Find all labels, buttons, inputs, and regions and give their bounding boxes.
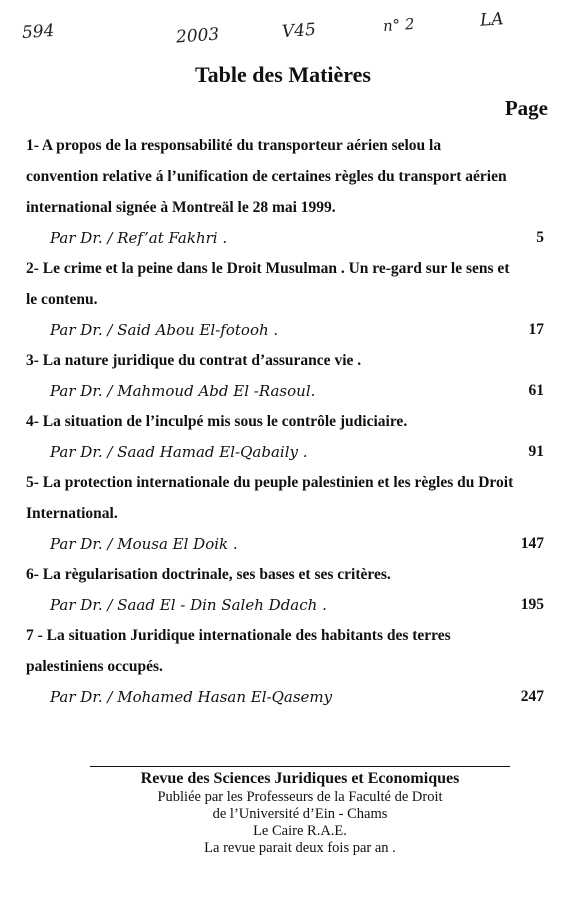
entry-author: Par Dr. / Mahmoud Abd El -Rasoul.: [50, 382, 316, 400]
entry-page-number: 195: [520, 596, 544, 613]
entry-page-number: 91: [528, 443, 544, 460]
table-of-contents: [26, 130, 546, 712]
footer-divider: [90, 766, 510, 767]
location-line: Le Caire R.A.E.: [253, 823, 347, 839]
author-line: [26, 682, 546, 712]
page-title: Table des Matières: [195, 62, 371, 87]
author-line: [26, 529, 546, 559]
entry-author: Par Dr. / Saad Hamad El-Qabaily .: [50, 443, 308, 461]
entry-author: Par Dr. / Mohamed Hasan El-Qasemy: [50, 688, 333, 706]
entry-title: 5- La protection internationale du peuple palestinien et les règles du Droit International.: [26, 474, 514, 522]
author-line: [26, 437, 546, 467]
entry-author: Par Dr. / Said Abou El-fotooh .: [50, 321, 279, 339]
entry-title: 1- A propos de la responsabilité du transporteur aérien selou la convention relative á l’unification de certaines règles du transport aérien international signée à Montreäl le 28 mai 1999.: [26, 137, 507, 216]
toc-entry: [26, 345, 546, 406]
entry-page-number: 5: [536, 229, 544, 246]
handwritten-note-2: 2003: [175, 24, 220, 48]
handwritten-note-1: 594: [21, 20, 56, 44]
author-line: [26, 376, 546, 406]
author-line: [26, 590, 546, 620]
entry-title: 3- La nature juridique du contrat d’assurance vie .: [26, 352, 362, 369]
journal-footer: [60, 766, 540, 857]
toc-entry: [26, 467, 546, 559]
toc-entry: [26, 130, 546, 253]
handwritten-note-3: V45: [281, 19, 317, 43]
entry-page-number: 61: [528, 382, 544, 399]
toc-entry: [26, 406, 546, 467]
toc-entry: [26, 253, 546, 345]
entry-title: 4- La situation de l’inculpé mis sous le contrôle judiciaire.: [26, 413, 408, 430]
entry-title: 6- La règularisation doctrinale, ses bases et ses critères.: [26, 566, 391, 583]
university-line: de l’Université d’Ein - Chams: [212, 806, 388, 822]
frequency-line: La revue parait deux fois par an .: [204, 840, 396, 856]
entry-title: 2- Le crime et la peine dans le Droit Musulman . Un re-gard sur le sens et le contenu.: [26, 260, 510, 308]
handwritten-note-4: n° 2: [382, 14, 416, 36]
toc-entry: [26, 620, 546, 712]
journal-title: Revue des Sciences Juridiques et Economiques: [140, 770, 460, 787]
entry-page-number: 17: [528, 321, 544, 338]
author-line: [26, 315, 546, 345]
author-line: [26, 223, 546, 253]
handwritten-note-5: LA: [479, 9, 505, 31]
entry-page-number: 147: [520, 535, 544, 552]
entry-author: Par Dr. / Mousa El Doik .: [50, 535, 238, 553]
publisher-line: Publiée par les Professeurs de la Faculté de Droit: [157, 789, 443, 805]
entry-title: 7 - La situation Juridique internationale des habitants des terres palestiniens occupés.: [26, 627, 451, 675]
page-column-header: Page: [504, 96, 548, 120]
entry-author: Par Dr. / Saad El - Din Saleh Ddach .: [50, 596, 327, 614]
entry-page-number: 247: [520, 688, 544, 705]
entry-author: Par Dr. / Ref’at Fakhri .: [50, 229, 228, 247]
toc-entry: [26, 559, 546, 620]
